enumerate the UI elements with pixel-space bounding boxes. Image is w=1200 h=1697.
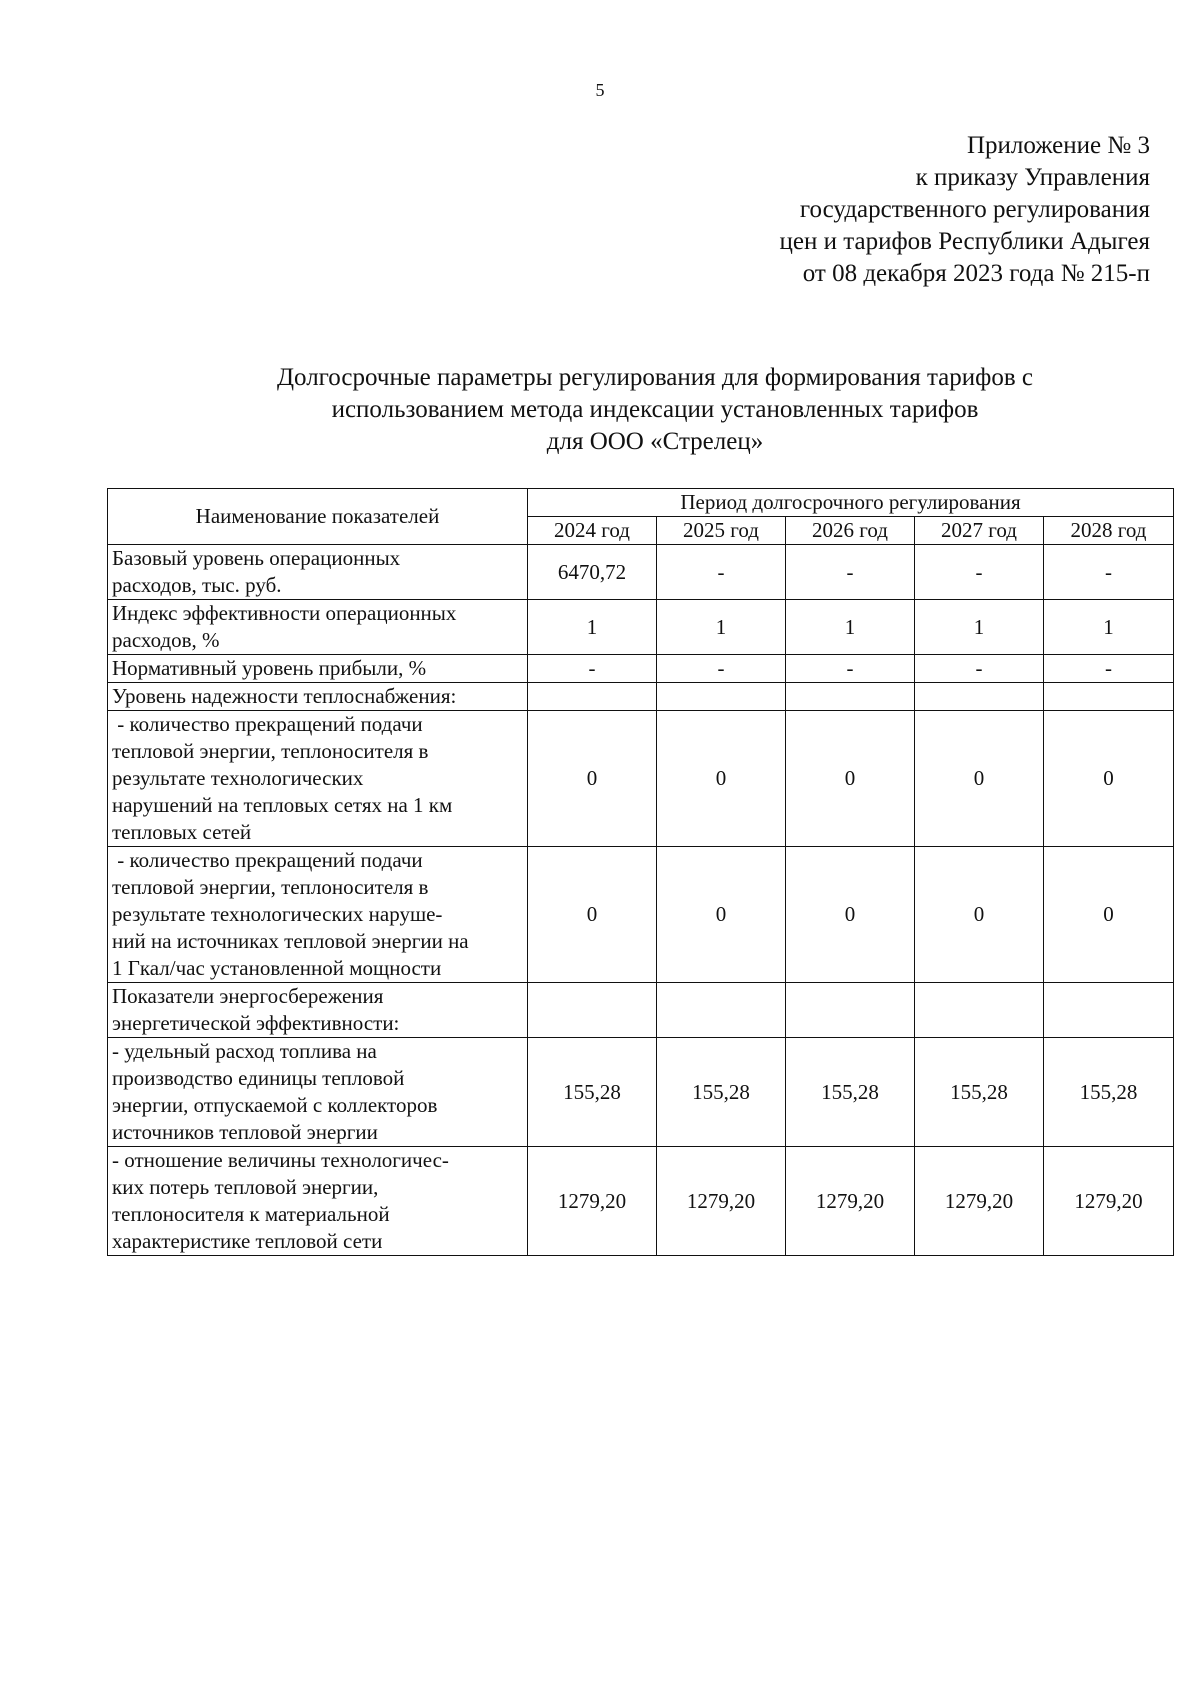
- value-cell: 0: [528, 847, 657, 983]
- indicator-name-line: производство единицы тепловой: [112, 1066, 405, 1090]
- value-cell: [657, 683, 786, 711]
- value-cell: 0: [1044, 711, 1174, 847]
- value-cell: 155,28: [786, 1038, 915, 1147]
- value-cell: 0: [786, 711, 915, 847]
- value-cell: 0: [786, 847, 915, 983]
- indicator-name-line: ний на источниках тепловой энергии на: [112, 929, 469, 953]
- value-cell: -: [528, 655, 657, 683]
- value-cell: 1279,20: [657, 1147, 786, 1256]
- value-cell: [915, 683, 1044, 711]
- value-cell: -: [1044, 655, 1174, 683]
- indicator-name-line: тепловой энергии, теплоносителя в: [112, 739, 429, 763]
- value-cell: -: [657, 655, 786, 683]
- period-header: Период долгосрочного регулирования: [528, 489, 1174, 517]
- indicator-name-cell: [108, 983, 528, 1038]
- value-cell: 1279,20: [915, 1147, 1044, 1256]
- value-cell: 155,28: [528, 1038, 657, 1147]
- value-cell: 0: [657, 847, 786, 983]
- value-cell: [786, 683, 915, 711]
- indicator-name-cell: [108, 711, 528, 847]
- title-line: использованием метода индексации установленных тарифов: [331, 396, 979, 423]
- indicator-name-line: тепловой энергии, теплоносителя в: [112, 875, 429, 899]
- appendix-line: Приложение № 3: [966, 132, 1150, 159]
- document-title: [180, 362, 1130, 458]
- value-cell: -: [657, 545, 786, 600]
- indicator-name-cell: [108, 1147, 528, 1256]
- value-cell: -: [1044, 545, 1174, 600]
- value-cell: 155,28: [915, 1038, 1044, 1147]
- indicator-name-line: Нормативный уровень прибыли, %: [112, 656, 427, 680]
- indicator-name-line: 1 Гкал/час установленной мощности: [112, 956, 442, 980]
- parameters-table: [107, 488, 1174, 1256]
- value-cell: -: [915, 655, 1044, 683]
- indicator-name-line: источников тепловой энергии: [112, 1120, 378, 1144]
- indicator-name-line: ких потерь тепловой энергии,: [112, 1175, 379, 1199]
- indicator-name-line: - удельный расход топлива на: [112, 1039, 377, 1063]
- value-cell: 1: [1044, 600, 1174, 655]
- table-row: [108, 683, 1174, 711]
- value-cell: 1: [528, 600, 657, 655]
- indicator-name-line: нарушений на тепловых сетях на 1 км: [112, 793, 453, 817]
- year-header: 2028 год: [1044, 517, 1174, 545]
- table-row: [108, 600, 1174, 655]
- indicator-name-line: - количество прекращений подачи: [112, 848, 423, 872]
- value-cell: 155,28: [657, 1038, 786, 1147]
- appendix-line: к приказу Управления: [915, 164, 1150, 191]
- value-cell: 1279,20: [1044, 1147, 1174, 1256]
- indicator-name-cell: [108, 683, 528, 711]
- appendix-line: государственного регулирования: [799, 196, 1150, 223]
- indicator-name-line: расходов, тыс. руб.: [112, 573, 282, 597]
- value-cell: 1279,20: [528, 1147, 657, 1256]
- table-row: [108, 847, 1174, 983]
- appendix-line: от 08 декабря 2023 года № 215-п: [802, 260, 1150, 287]
- value-cell: 155,28: [1044, 1038, 1174, 1147]
- value-cell: [657, 983, 786, 1038]
- indicator-name-line: Уровень надежности теплоснабжения:: [112, 684, 457, 708]
- value-cell: [915, 983, 1044, 1038]
- indicator-name-line: Индекс эффективности операционных: [112, 601, 457, 625]
- indicator-name-line: тепловых сетей: [112, 820, 252, 844]
- value-cell: 0: [1044, 847, 1174, 983]
- value-cell: 1: [915, 600, 1044, 655]
- indicator-name-line: - отношение величины технологичес-: [112, 1148, 449, 1172]
- year-header: 2027 год: [915, 517, 1044, 545]
- indicator-name-line: энергетической эффективности:: [112, 1011, 400, 1035]
- appendix-line: цен и тарифов Республики Адыгея: [779, 228, 1150, 255]
- value-cell: 0: [528, 711, 657, 847]
- value-cell: [1044, 683, 1174, 711]
- indicator-name-cell: [108, 655, 528, 683]
- value-cell: 1: [786, 600, 915, 655]
- value-cell: 1: [657, 600, 786, 655]
- table-row: [108, 655, 1174, 683]
- indicator-name-header: Наименование показателей: [108, 489, 528, 545]
- table-row: [108, 983, 1174, 1038]
- value-cell: 1279,20: [786, 1147, 915, 1256]
- page-number: 5: [595, 80, 605, 100]
- indicator-name-cell: [108, 600, 528, 655]
- title-line: Долгосрочные параметры регулирования для формирования тарифов с: [276, 364, 1034, 391]
- table-row: [108, 1147, 1174, 1256]
- indicator-name-line: - количество прекращений подачи: [112, 712, 423, 736]
- table-row: [108, 545, 1174, 600]
- indicator-name-cell: [108, 1038, 528, 1147]
- indicator-name-line: Базовый уровень операционных: [112, 546, 401, 570]
- value-cell: 0: [915, 711, 1044, 847]
- title-line: для ООО «Стрелец»: [546, 428, 764, 455]
- indicator-name-cell: [108, 847, 528, 983]
- value-cell: 0: [915, 847, 1044, 983]
- year-header: 2024 год: [528, 517, 657, 545]
- value-cell: 6470,72: [528, 545, 657, 600]
- appendix-block: [550, 130, 1150, 290]
- value-cell: -: [915, 545, 1044, 600]
- table-row: [108, 1038, 1174, 1147]
- value-cell: [528, 683, 657, 711]
- value-cell: [1044, 983, 1174, 1038]
- indicator-name-line: характеристике тепловой сети: [112, 1229, 383, 1253]
- indicator-name-line: результате технологических наруше-: [112, 902, 443, 926]
- year-header: 2025 год: [657, 517, 786, 545]
- year-header: 2026 год: [786, 517, 915, 545]
- indicator-name-line: теплоносителя к материальной: [112, 1202, 390, 1226]
- value-cell: -: [786, 655, 915, 683]
- value-cell: 0: [657, 711, 786, 847]
- indicator-name-line: расходов, %: [112, 628, 220, 652]
- value-cell: [786, 983, 915, 1038]
- indicator-name-line: Показатели энергосбережения: [112, 984, 384, 1008]
- indicator-name-line: результате технологических: [112, 766, 364, 790]
- value-cell: [528, 983, 657, 1038]
- value-cell: -: [786, 545, 915, 600]
- indicator-name-line: энергии, отпускаемой с коллекторов: [112, 1093, 438, 1117]
- indicator-name-cell: [108, 545, 528, 600]
- table-row: [108, 711, 1174, 847]
